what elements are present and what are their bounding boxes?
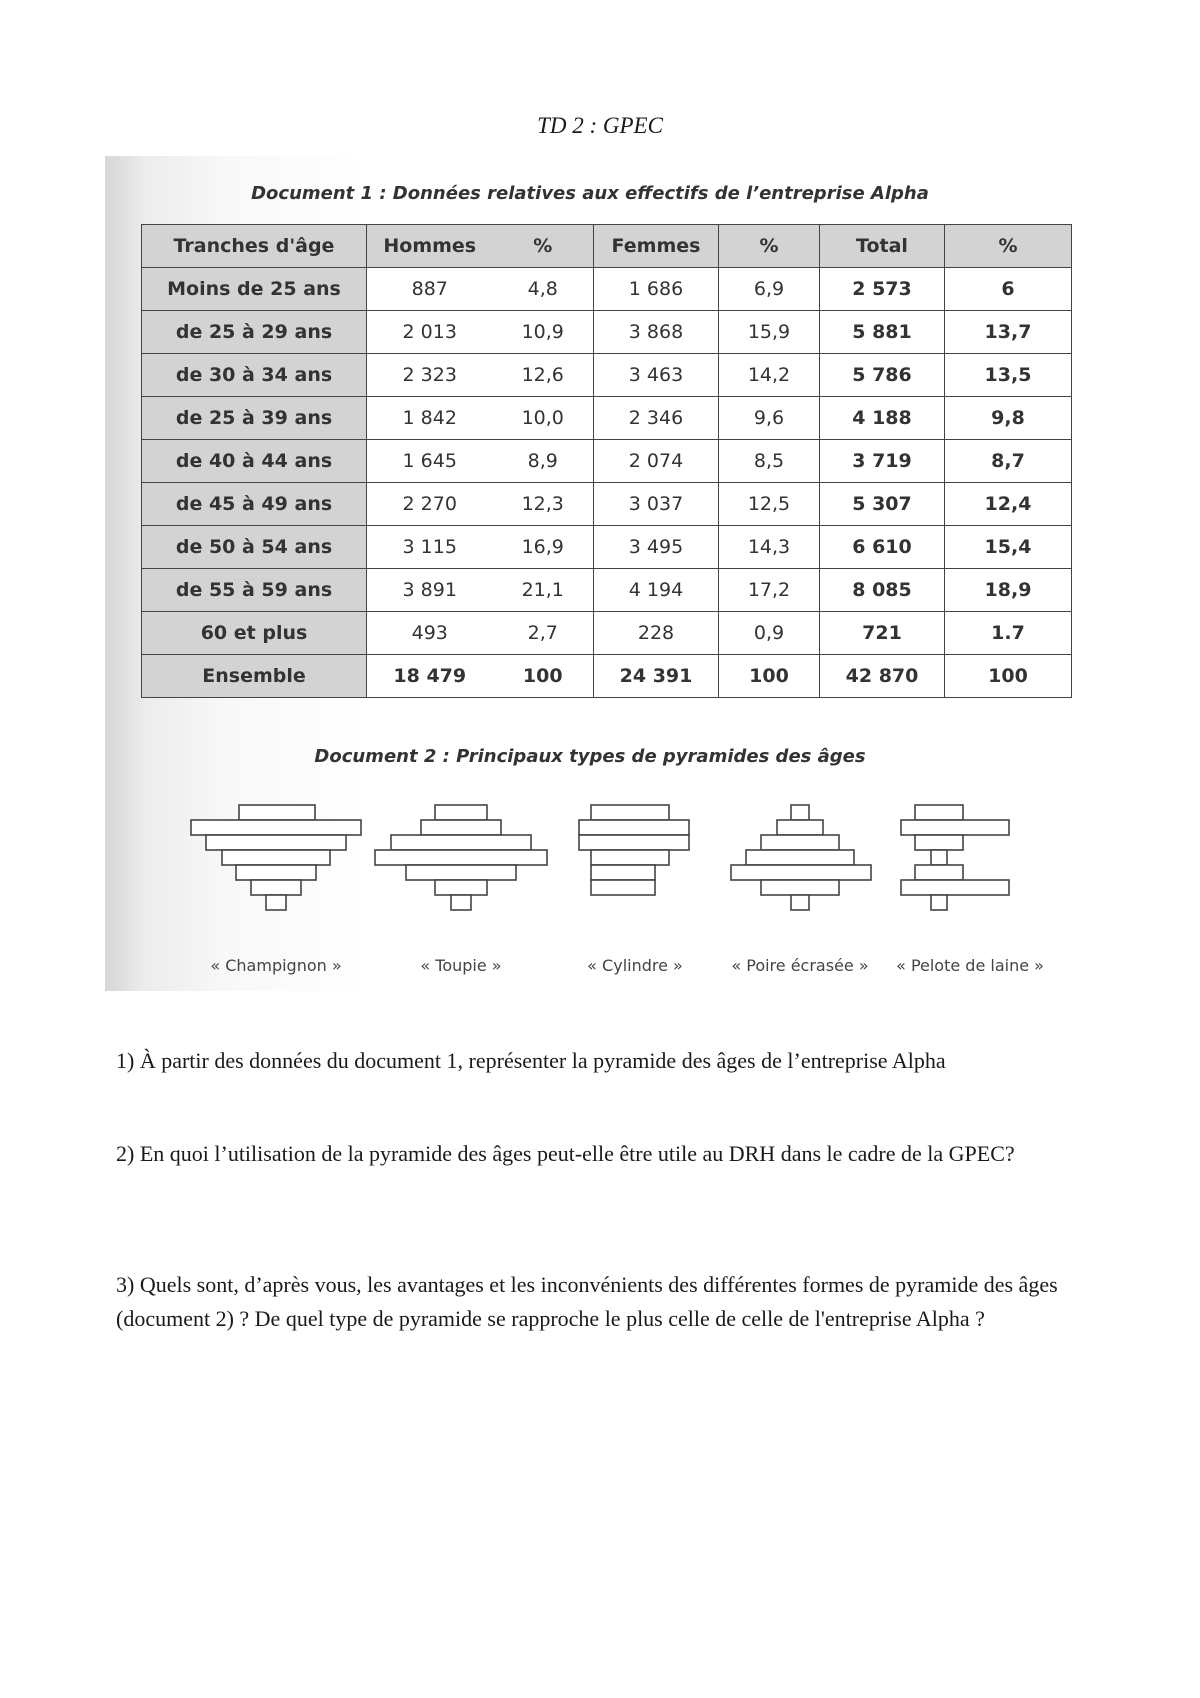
hommes-cell: 1 842 <box>367 397 493 440</box>
total-pct-cell: 13,7 <box>945 311 1072 354</box>
femmes-pct-cell: 6,9 <box>719 268 820 311</box>
hommes-cell: 18 479 <box>367 655 493 698</box>
total-cell: 721 <box>820 612 945 655</box>
table-row <box>142 655 1072 698</box>
pyramid-types <box>105 796 1075 976</box>
poire-ecrasee-label: « Poire écrasée » <box>731 956 869 975</box>
table-row <box>142 397 1072 440</box>
champignon-pyramid <box>191 805 361 910</box>
pelote-de-laine-pyramid <box>901 805 1009 910</box>
document2-heading: Document 2 : Principaux types de pyramides des âges <box>314 746 866 767</box>
tranche-cell: Moins de 25 ans <box>142 268 367 311</box>
femmes-pct-cell: 8,5 <box>719 440 820 483</box>
femmes-cell: 3 868 <box>594 311 719 354</box>
total-pct-cell: 100 <box>945 655 1072 698</box>
champignon-label: « Champignon » <box>210 956 342 975</box>
tranche-cell: de 25 à 29 ans <box>142 311 367 354</box>
femmes-cell: 4 194 <box>594 569 719 612</box>
hommes-cell: 1 645 <box>367 440 493 483</box>
total-pct-cell: 15,4 <box>945 526 1072 569</box>
femmes-pct-cell: 14,3 <box>719 526 820 569</box>
femmes-cell: 3 463 <box>594 354 719 397</box>
hommes-cell: 3 115 <box>367 526 493 569</box>
femmes-cell: 3 037 <box>594 483 719 526</box>
question-1: 1) À partir des données du document 1, représenter la pyramide des âges de l’entreprise Alpha <box>116 1048 946 1073</box>
page-title: TD 2 : GPEC <box>537 113 663 138</box>
hommes-pct-cell: 21,1 <box>493 569 594 612</box>
tranche-cell: de 25 à 39 ans <box>142 397 367 440</box>
table-row <box>142 311 1072 354</box>
table-row <box>142 268 1072 311</box>
pyramid-diagrams <box>105 796 1075 946</box>
hommes-pct-cell: 12,6 <box>493 354 594 397</box>
table-row <box>142 569 1072 612</box>
document1-heading: Document 1 : Données relatives aux effectifs de l’entreprise Alpha <box>251 183 929 204</box>
header-total: Total <box>820 225 945 268</box>
poire-ecrasee-pyramid <box>731 805 871 910</box>
femmes-pct-cell: 0,9 <box>719 612 820 655</box>
hommes-pct-cell: 10,0 <box>493 397 594 440</box>
hommes-pct-cell: 10,9 <box>493 311 594 354</box>
femmes-cell: 1 686 <box>594 268 719 311</box>
header-femmes-pct: % <box>719 225 820 268</box>
tranche-cell: de 50 à 54 ans <box>142 526 367 569</box>
tranche-cell: 60 et plus <box>142 612 367 655</box>
table-row <box>142 354 1072 397</box>
hommes-pct-cell: 16,9 <box>493 526 594 569</box>
total-cell: 4 188 <box>820 397 945 440</box>
tranche-cell: de 45 à 49 ans <box>142 483 367 526</box>
toupie-label: « Toupie » <box>420 956 502 975</box>
question-2: 2) En quoi l’utilisation de la pyramide des âges peut-elle être utile au DRH dans le cadre de la GPEC? <box>116 1141 1015 1166</box>
toupie-pyramid <box>375 805 547 910</box>
header-tranches: Tranches d'âge <box>142 225 367 268</box>
femmes-cell: 2 346 <box>594 397 719 440</box>
femmes-pct-cell: 14,2 <box>719 354 820 397</box>
femmes-pct-cell: 15,9 <box>719 311 820 354</box>
femmes-cell: 24 391 <box>594 655 719 698</box>
hommes-cell: 3 891 <box>367 569 493 612</box>
hommes-cell: 2 013 <box>367 311 493 354</box>
femmes-pct-cell: 12,5 <box>719 483 820 526</box>
tranche-cell: de 55 à 59 ans <box>142 569 367 612</box>
femmes-cell: 3 495 <box>594 526 719 569</box>
total-pct-cell: 1.7 <box>945 612 1072 655</box>
documents-panel <box>105 156 1075 991</box>
tranche-cell: de 30 à 34 ans <box>142 354 367 397</box>
hommes-cell: 2 270 <box>367 483 493 526</box>
femmes-pct-cell: 9,6 <box>719 397 820 440</box>
table-row <box>142 483 1072 526</box>
effectifs-table <box>141 224 1072 698</box>
header-femmes: Femmes <box>594 225 719 268</box>
femmes-pct-cell: 17,2 <box>719 569 820 612</box>
total-pct-cell: 18,9 <box>945 569 1072 612</box>
hommes-cell: 493 <box>367 612 493 655</box>
table-header-row <box>142 225 1072 268</box>
total-cell: 6 610 <box>820 526 945 569</box>
table-row <box>142 612 1072 655</box>
hommes-pct-cell: 2,7 <box>493 612 594 655</box>
header-hommes: Hommes <box>367 225 493 268</box>
total-cell: 5 307 <box>820 483 945 526</box>
hommes-pct-cell: 100 <box>493 655 594 698</box>
table-row <box>142 440 1072 483</box>
hommes-pct-cell: 8,9 <box>493 440 594 483</box>
femmes-cell: 2 074 <box>594 440 719 483</box>
total-cell: 8 085 <box>820 569 945 612</box>
tranche-cell: Ensemble <box>142 655 367 698</box>
pelote-de-laine-label: « Pelote de laine » <box>896 956 1044 975</box>
cylindre-pyramid <box>579 805 689 895</box>
femmes-cell: 228 <box>594 612 719 655</box>
total-pct-cell: 9,8 <box>945 397 1072 440</box>
cylindre-label: « Cylindre » <box>587 956 683 975</box>
total-pct-cell: 8,7 <box>945 440 1072 483</box>
femmes-pct-cell: 100 <box>719 655 820 698</box>
total-cell: 5 786 <box>820 354 945 397</box>
header-total-pct: % <box>945 225 1072 268</box>
total-cell: 2 573 <box>820 268 945 311</box>
header-hommes-pct: % <box>493 225 594 268</box>
hommes-cell: 887 <box>367 268 493 311</box>
hommes-pct-cell: 4,8 <box>493 268 594 311</box>
total-cell: 5 881 <box>820 311 945 354</box>
total-cell: 3 719 <box>820 440 945 483</box>
tranche-cell: de 40 à 44 ans <box>142 440 367 483</box>
hommes-cell: 2 323 <box>367 354 493 397</box>
question-3: 3) Quels sont, d’après vous, les avantages et les inconvénients des différentes formes de pyramide des âges (document 2) ? De quel type de pyramide se rapproche le plus celle de celle de l'entreprise Alpha ? <box>116 1272 1058 1331</box>
table-row <box>142 526 1072 569</box>
total-pct-cell: 6 <box>945 268 1072 311</box>
total-cell: 42 870 <box>820 655 945 698</box>
total-pct-cell: 13,5 <box>945 354 1072 397</box>
total-pct-cell: 12,4 <box>945 483 1072 526</box>
hommes-pct-cell: 12,3 <box>493 483 594 526</box>
